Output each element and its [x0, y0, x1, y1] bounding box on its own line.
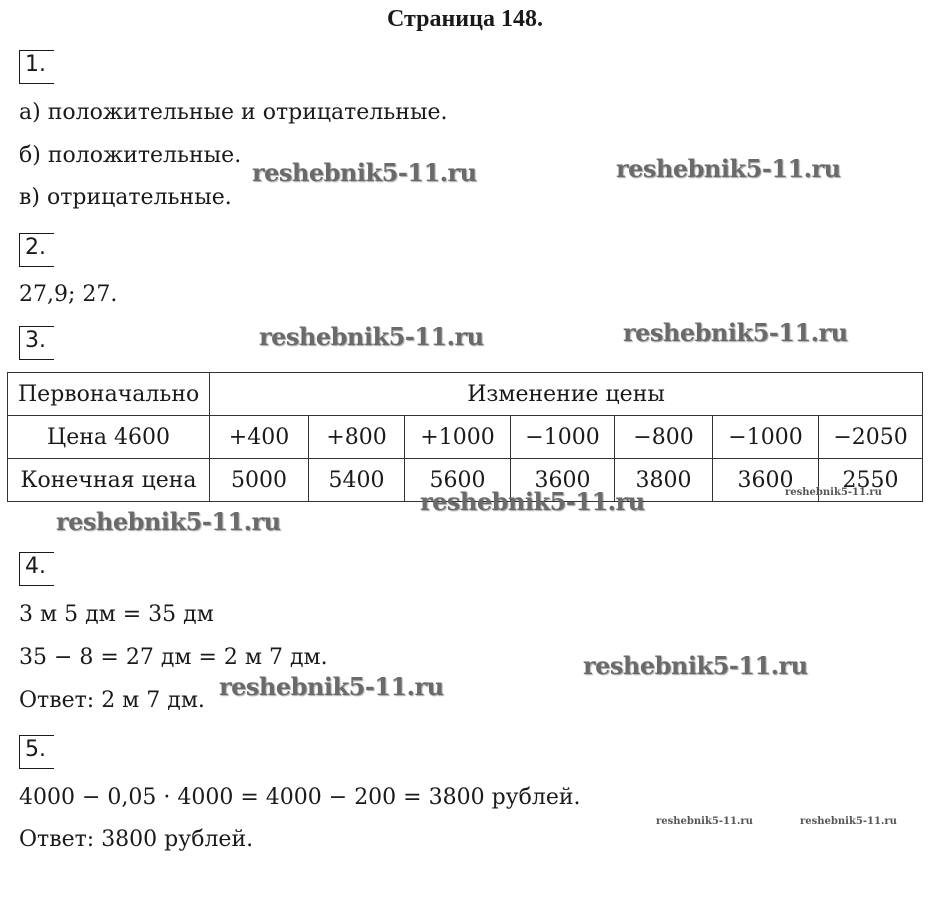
- task-number-box-4: [19, 552, 54, 586]
- task5-line-1: 4000 − 0,05 · 4000 = 4000 − 200 = 3800 рублей.: [19, 785, 581, 810]
- table-cell: +400: [210, 416, 309, 459]
- watermark-small: reshebnik5-11.ru: [800, 816, 897, 827]
- task-number-2: 2.: [25, 235, 46, 260]
- watermark: reshebnik5-11.ru: [219, 672, 444, 701]
- task-number-box-1: [19, 50, 54, 84]
- table-cell: 5000: [210, 459, 309, 502]
- watermark-small: reshebnik5-11.ru: [785, 487, 882, 498]
- watermark: reshebnik5-11.ru: [616, 154, 841, 183]
- task-number-box-2: [19, 233, 54, 267]
- table-cell: −800: [615, 416, 713, 459]
- task4-line-2: 35 − 8 = 27 дм = 2 м 7 дм.: [19, 645, 328, 670]
- table-cell: −2050: [819, 416, 923, 459]
- table-row: [8, 373, 923, 416]
- task1-line-c: в) отрицательные.: [19, 185, 232, 210]
- task1-line-b: б) положительные.: [19, 143, 242, 168]
- task4-answer: Ответ: 2 м 7 дм.: [19, 688, 205, 713]
- table-cell: +1000: [405, 416, 511, 459]
- table-cell: −1000: [511, 416, 615, 459]
- task-number-4: 4.: [25, 554, 46, 579]
- table-cell: 2550: [819, 459, 923, 502]
- table-cell: 3600: [713, 459, 819, 502]
- task-number-5: 5.: [25, 737, 46, 762]
- table-cell: Цена 4600: [8, 416, 210, 459]
- task-number-box-5: [19, 735, 54, 769]
- task-number-1: 1.: [25, 52, 46, 77]
- watermark: reshebnik5-11.ru: [623, 318, 848, 347]
- watermark: reshebnik5-11.ru: [583, 651, 808, 680]
- task4-line-1: 3 м 5 дм = 35 дм: [19, 602, 214, 627]
- table-header-cell: Первоначально: [8, 373, 210, 416]
- price-table: [7, 372, 923, 502]
- table-cell: 5600: [405, 459, 511, 502]
- page-title: Страница 148.: [387, 6, 543, 32]
- table-row: [8, 416, 923, 459]
- table-cell: +800: [309, 416, 405, 459]
- watermark: reshebnik5-11.ru: [259, 322, 484, 351]
- table-cell: 5400: [309, 459, 405, 502]
- watermark: reshebnik5-11.ru: [56, 507, 281, 536]
- table-cell: Конечная цена: [8, 459, 210, 502]
- watermark: reshebnik5-11.ru: [420, 487, 645, 516]
- task-number-3: 3.: [25, 328, 46, 353]
- task2-answer: 27,9; 27.: [19, 282, 118, 307]
- task-number-box-3: [19, 326, 54, 360]
- task5-answer: Ответ: 3800 рублей.: [19, 827, 254, 852]
- watermark-small: reshebnik5-11.ru: [656, 816, 753, 827]
- table-cell: 3800: [615, 459, 713, 502]
- table-header-cell: Изменение цены: [210, 373, 923, 416]
- watermark: reshebnik5-11.ru: [252, 158, 477, 187]
- table-cell: 3600: [511, 459, 615, 502]
- table-cell: −1000: [713, 416, 819, 459]
- task1-line-a: а) положительные и отрицательные.: [19, 100, 448, 125]
